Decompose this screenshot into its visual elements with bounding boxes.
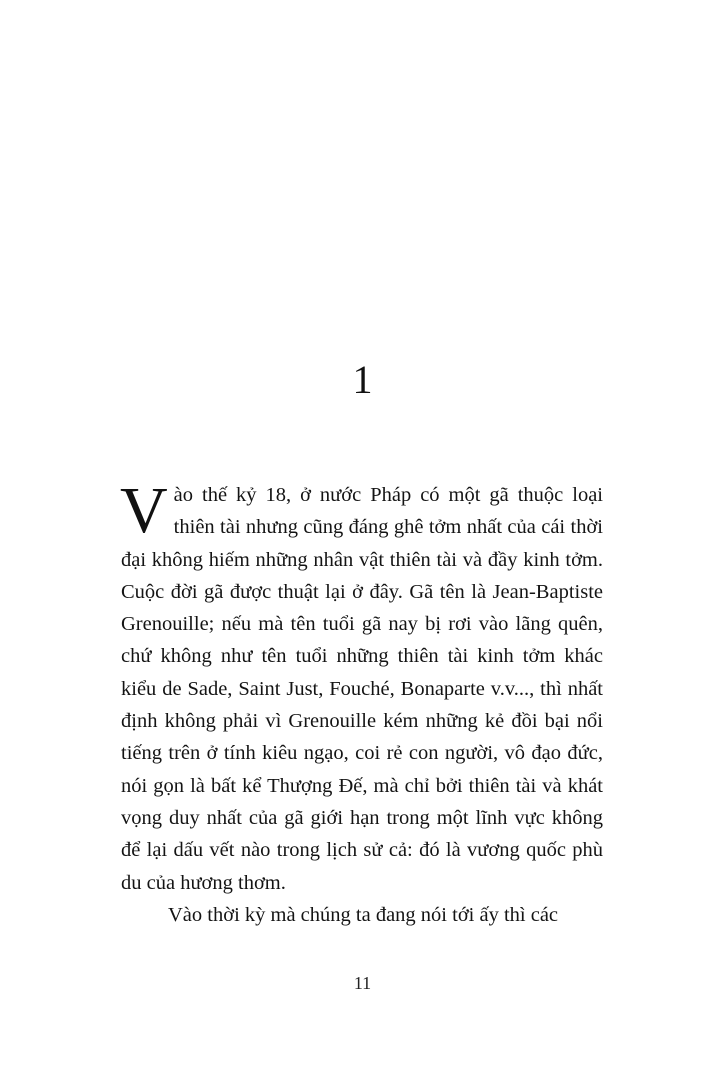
- page-number: 11: [353, 973, 372, 993]
- chapter-body: [120, 474, 603, 931]
- paragraph-1-text: ào thế kỷ 18, ở nước Pháp có một gã thuộc loại thiên tài nhưng cũng đáng ghê tởm nhất của cái thời đại không hiếm những nhân vật thiên tài và đầy kinh tởm. Cuộc đời gã được thuật lại ở đây. Gã tên là Jean-Baptiste Grenouille; nếu mà tên tuổi gã nay bị rơi vào lãng quên, chứ không như tên tuổi những thiên tài kinh tởm khác kiểu de Sade, Saint Just, Fouché, Bonaparte v.v..., thì nhất định không phải vì Grenouille kém những kẻ đồi bại nổi tiếng trên ở tính kiêu ngạo, coi rẻ con người, vô đạo đức, nói gọn là bất kể Thượng Đế, mà chỉ bởi thiên tài và khát vọng duy nhất của gã giới hạn trong một lĩnh vực không để lại dấu vết nào trong lịch sử cả: đó là vương quốc phù du của hương thơm.: [121, 484, 603, 894]
- paragraph-2: Vào thời kỳ mà chúng ta đang nói tới ấy thì các: [168, 903, 559, 926]
- drop-cap: V: [120, 474, 168, 547]
- chapter-number: 1: [352, 357, 373, 402]
- paragraph-1: [120, 474, 603, 899]
